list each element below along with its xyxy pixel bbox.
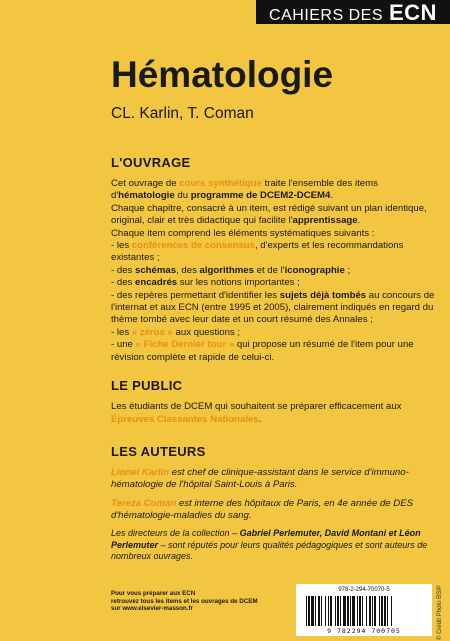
list-item: - les « zéros » aux questions ; <box>111 326 241 338</box>
series-banner <box>256 0 450 24</box>
book-title: Hématologie <box>111 54 334 95</box>
section-heading-auteurs: LES AUTEURS <box>111 443 206 459</box>
book-authors: CL. Karlin, T. Coman <box>111 105 254 122</box>
promo-text <box>111 590 271 613</box>
section-heading-ouvrage: L'OUVRAGE <box>111 155 191 170</box>
barcode-number: 9 782294 700705 <box>327 627 401 635</box>
series-prefix: CAHIERS DES <box>269 7 383 24</box>
barcode <box>296 584 432 636</box>
isbn-text: 978-2-294-70070-5 <box>338 587 390 593</box>
section-ouvrage <box>111 155 436 364</box>
promo-line-3: sur www.elsevier-masson.fr <box>111 605 193 613</box>
list-item: - les conférences de consensus, d'experts et les recommandations existantes ; <box>111 240 404 264</box>
list-item: - des repères permettant d'identifier les sujets déjà tombés au concours de l'internat et aux ECN (entre 1995 et 2005), clairement indiqués en regard du thème tombé avec leur date et un court résumé des Annales ; <box>111 289 435 326</box>
ouvrage-paragraph-2: Chaque chapitre, consacré à un item, est rédigé suivant un plan identique, original, clair et très didactique qui facilite l'apprentissage. <box>111 202 427 227</box>
series-code: ECN <box>389 0 437 25</box>
barcode-bars <box>306 596 422 626</box>
author-bio-2: Tereza Coman est interne des hôpitaux de Paris, en 4e année de DES d'hématologie-maladies du sang. <box>111 497 414 522</box>
list-item: - des encadrés sur les notions importantes ; <box>111 277 300 289</box>
back-cover-content <box>111 155 436 529</box>
list-item: - des schémas, des algorithmes et de l'iconographie ; <box>111 264 351 276</box>
list-item: - une « Fiche Dernier tour » qui propose un résumé de l'item pour une révision complète et rapide de celui-ci. <box>111 339 414 363</box>
author-bio-1: Lionel Karlin est chef de clinique-assistant dans le service d'immuno-hématologie de l'hôpital Saint-Louis à Paris. <box>111 466 409 491</box>
photo-credit: © Crédit Photo BSIP <box>437 585 443 640</box>
ouvrage-paragraph-3: Chaque item comprend les éléments systématiques suivants : <box>111 227 375 239</box>
collection-directors: Les directeurs de la collection – Gabriel Perlemuter, David Montani et Léon Perlemuter – sont réputés pour leurs qualités pédagogiques et sont auteurs de nombreux ouvrages. <box>111 528 428 561</box>
ouvrage-paragraph-1: Cet ouvrage de cours synthétique traite l'ensemble des items d'hématologie du programme de DCEM2-DCEM4. <box>111 178 378 202</box>
promo-line-2: retrouvez tous les items et les ouvrages de DCEM <box>111 597 258 605</box>
section-heading-public: LE PUBLIC <box>111 378 183 394</box>
section-public <box>111 378 436 426</box>
promo-line-1: Pour vous préparer aux ECN <box>111 590 196 597</box>
section-auteurs <box>111 444 436 523</box>
public-paragraph: Les étudiants de DCEM qui souhaitent se préparer efficacement aux Épreuves Classantes Nationales. <box>111 401 402 425</box>
